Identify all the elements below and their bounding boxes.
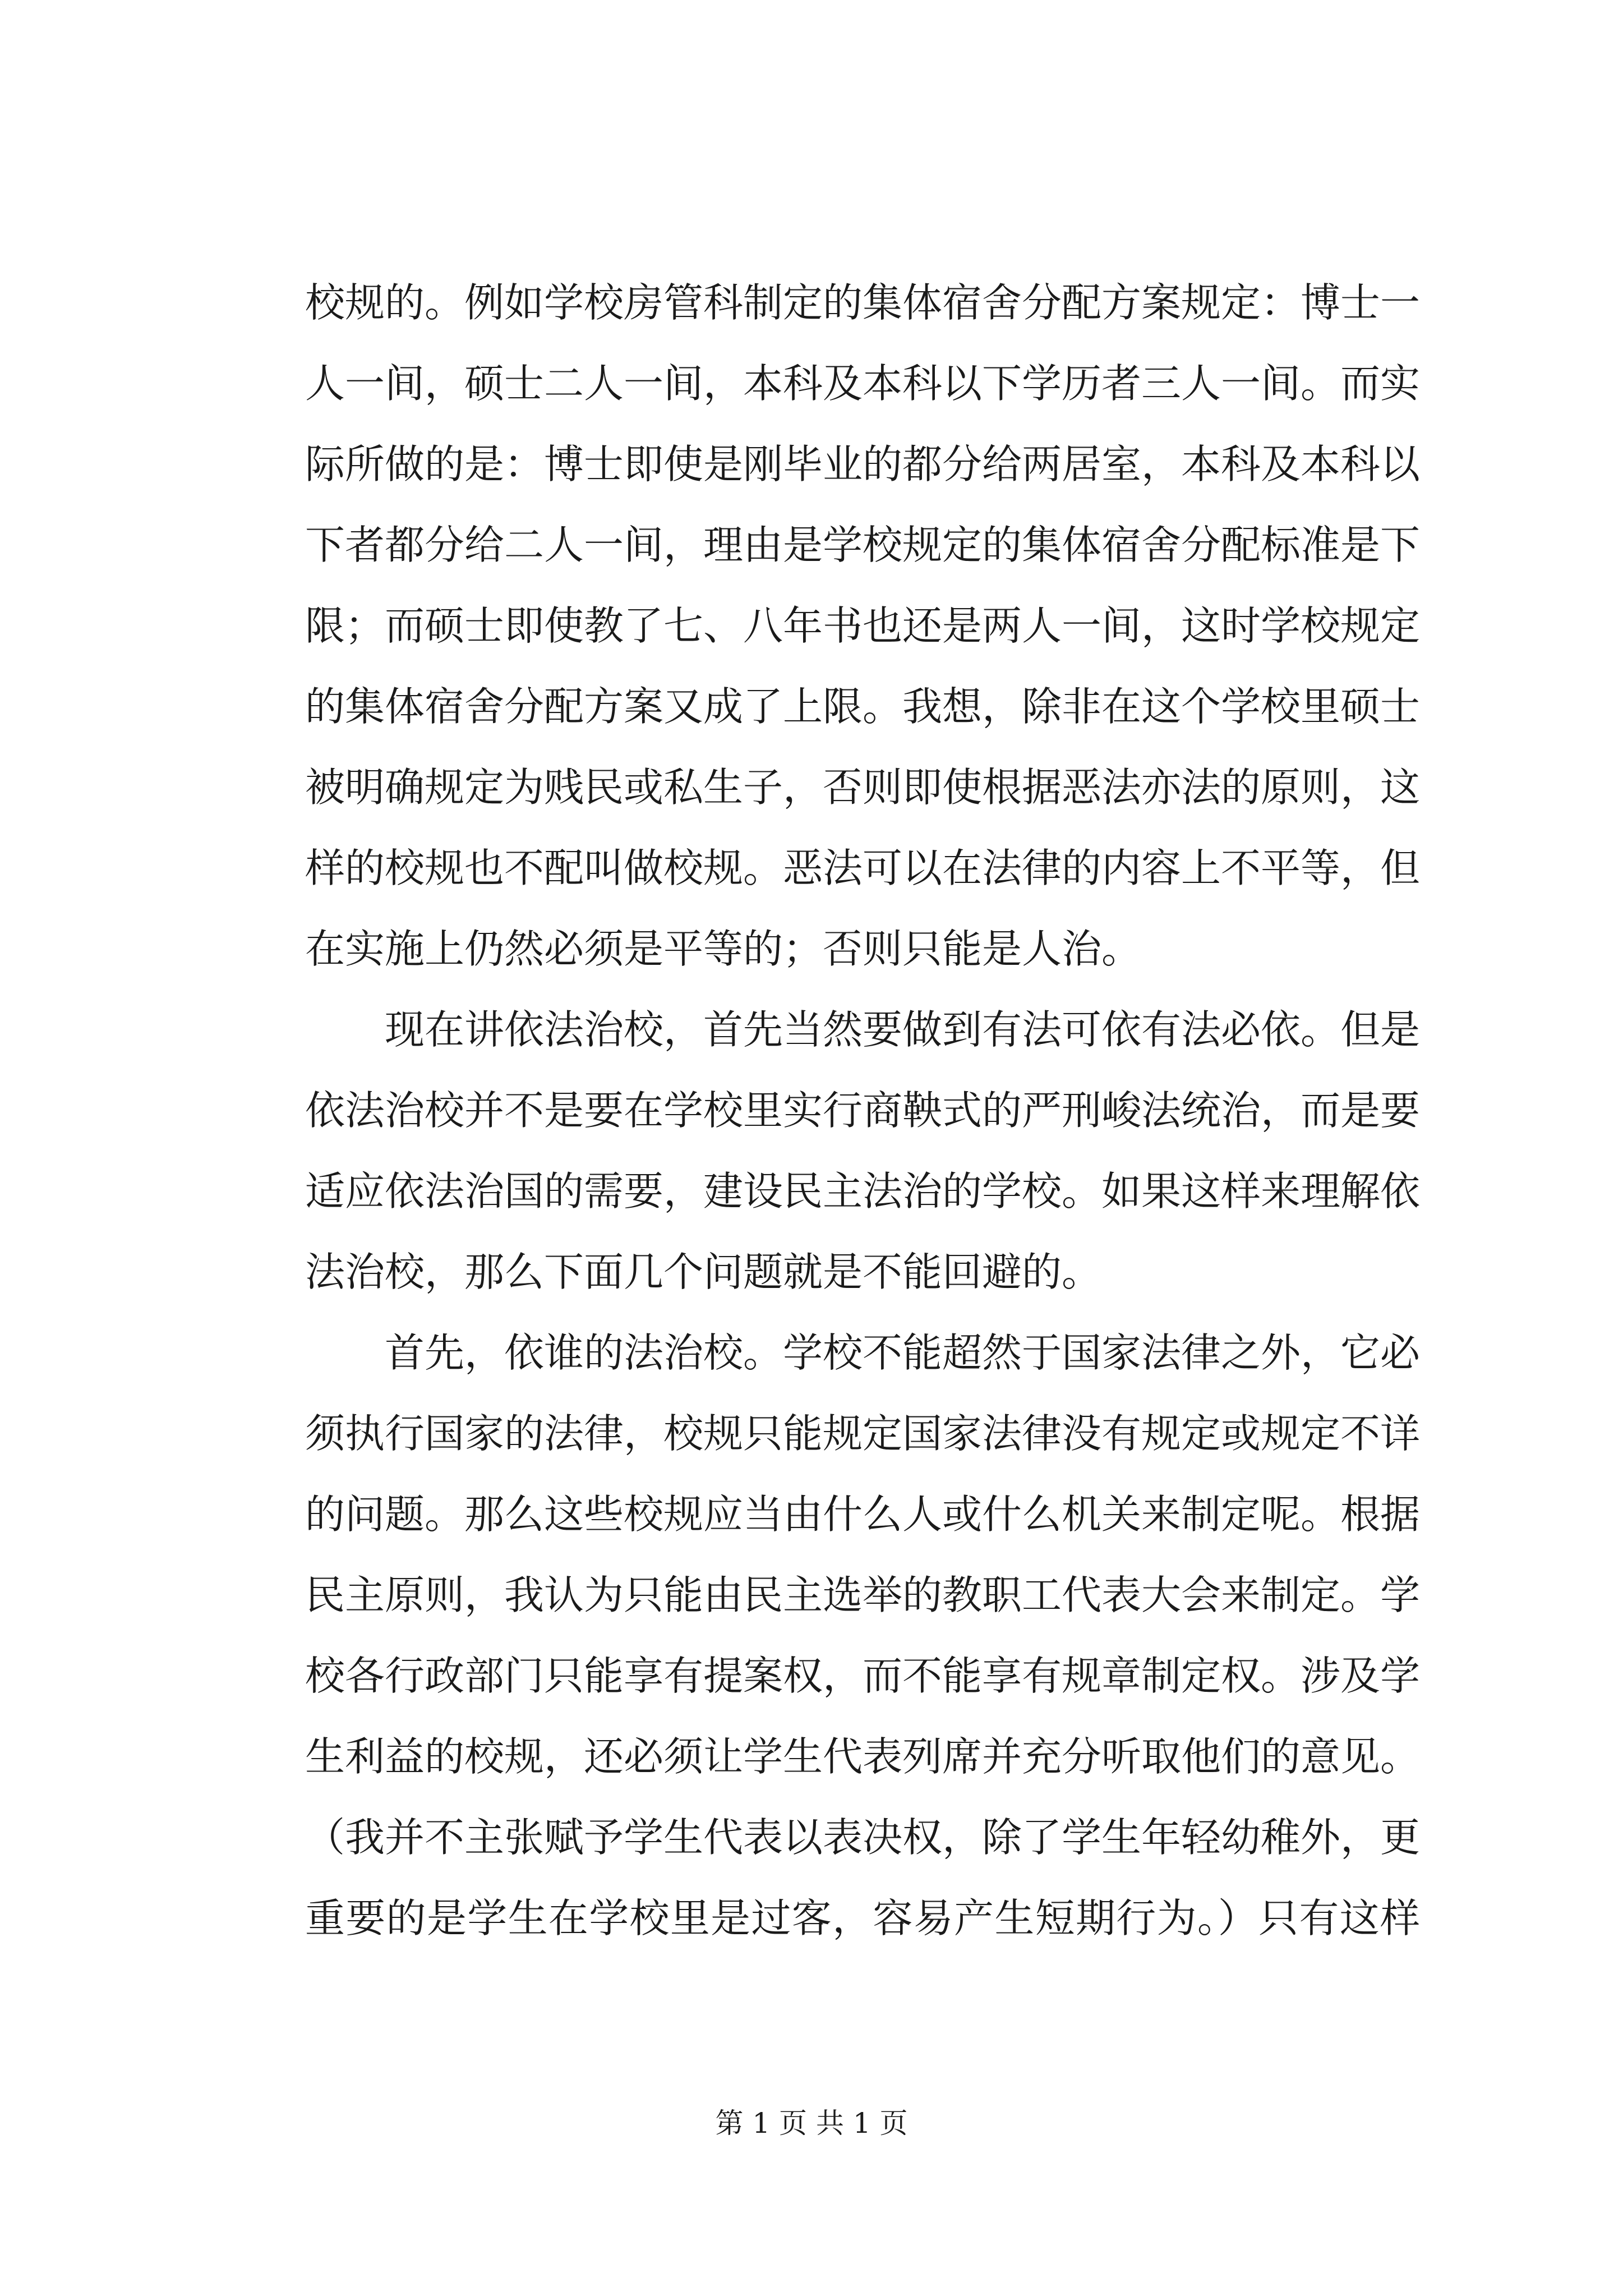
text-line: 生利益的校规，还必须让学生代表列席并充分听取他们的意见。 [305,1733,1421,1780]
text-line: 须执行国家的法律，校规只能规定国家法律没有规定或规定不详 [305,1410,1421,1457]
paragraph-first-line: 首先，依谁的法治校。学校不能超然于国家法律之外，它必 [385,1329,1421,1376]
text-line: 际所做的是：博士即使是刚毕业的都分给两居室，本科及本科以 [305,441,1421,487]
text-line: （我并不主张赋予学生代表以表决权，除了学生年轻幼稚外，更 [305,1814,1421,1861]
text-line: 在实施上仍然必须是平等的；否则只能是人治。 [305,926,1142,972]
text-line: 校各行政部门只能享有提案权，而不能享有规章制定权。涉及学 [305,1653,1421,1699]
text-line: 下者都分给二人一间，理由是学校规定的集体宿舍分配标准是下 [305,522,1421,568]
text-line: 适应依法治国的需要，建设民主法治的学校。如果这样来理解依 [305,1168,1421,1214]
text-line: 校规的。例如学校房管科制定的集体宿舍分配方案规定：博士一 [305,279,1421,326]
body-text [305,263,1420,1959]
text-line: 样的校规也不配叫做校规。恶法可以在法律的内容上不平等，但 [305,845,1421,891]
text-line: 重要的是学生在学校里是过客，容易产生短期行为。）只有这样 [305,1895,1420,1941]
page-number-footer: 第 1 页 共 1 页 [715,2107,908,2139]
text-line: 被明确规定为贱民或私生子，否则即使根据恶法亦法的原则，这 [305,764,1421,811]
text-line: 民主原则，我认为只能由民主选举的教职工代表大会来制定。学 [305,1572,1421,1618]
text-line: 的问题。那么这些校规应当由什么人或什么机关来制定呢。根据 [305,1491,1421,1538]
text-line: 限；而硕士即使教了七、八年书也还是两人一间，这时学校规定 [305,602,1421,649]
text-line: 的集体宿舍分配方案又成了上限。我想，除非在这个学校里硕士 [305,683,1421,730]
paragraph-first-line: 现在讲依法治校，首先当然要做到有法可依有法必依。但是 [385,1006,1421,1053]
text-line: 依法治校并不是要在学校里实行商鞅式的严刑峻法统治，而是要 [305,1087,1421,1134]
text-line: 法治校，那么下面几个问题就是不能回避的。 [305,1249,1102,1295]
text-line: 人一间，硕士二人一间，本科及本科以下学历者三人一间。而实 [305,360,1421,407]
